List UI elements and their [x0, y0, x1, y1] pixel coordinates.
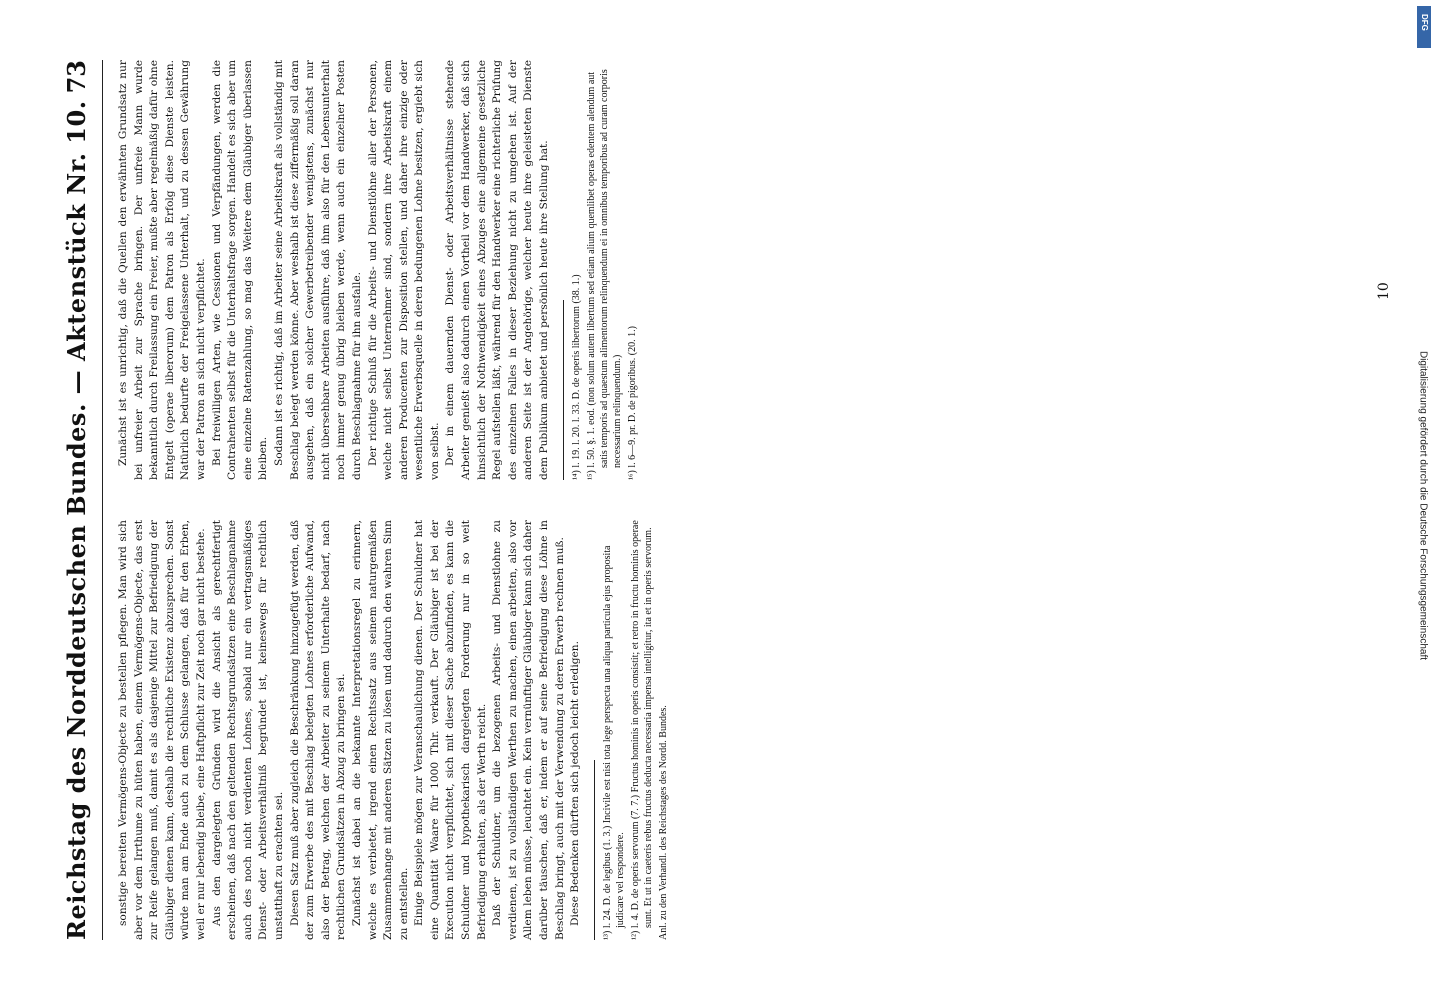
- rotated-document-page: [16, 0, 1416, 1000]
- paragraph: Zunächst ist dabei an die bekannte Interpretationsregel zu erinnern, welche es verbietet, irgend einen Rechtssatz aus seinem naturgemäßen Zusammenhange mit anderen Sätzen zu lösen und dadurch den wahren Sinn zu entstellen.: [350, 520, 410, 940]
- page-number: 73: [62, 60, 91, 94]
- left-text-column: [116, 520, 672, 940]
- digitization-credit-text: Digitalisierung gefördert durch die Deutsche Forschungsgemeinschaft: [1417, 350, 1429, 661]
- footnote: ¹⁶) l. 6—9. pr. D. de pigoribus. (20. 1.): [626, 326, 638, 480]
- dfg-logo-text: DFG: [1420, 14, 1429, 31]
- paragraph: Einige Beispiele mögen zur Veranschaulichung dienen. Der Schuldner hat eine Quantität Waare für 1000 Thlr. verkauft. Der Gläubiger ist bei der Execution nicht verpflichtet, sich mit dieser Sache abzufinden, es kann die Schuldner und hypothekarisch dargelegten Forderung nur in so weit Befriedigung erhalten, als der Werth reicht.: [413, 520, 488, 940]
- paragraph: Zunächst ist es unrichtig, daß die Quellen den erwähnten Grundsatz nur bei unfreier Arbeit zur Sprache bringen. Der unfreie Mann wurde bekanntlich durch Freilassung ein Freier, mußte aber regelmäßig dafür ohne Entgelt (operae liberorum) dem Patron als Erfolg diese Dienste leisten. Natürlich bedurfte der Freigelassene Unterhalt, und zu dessen Gewährung war der Patron an sich nicht verpflichtet.: [117, 60, 207, 480]
- paragraph: Diese Bedenken dürften sich jedoch leicht erledigen.: [569, 641, 582, 926]
- footnote: ¹³) l. 24. D. de legibus (1. 3.) Incivile est nisi tota lege perspecta una aliqua particula ejus proposita judicare vel respondere.: [601, 545, 626, 940]
- paragraph: Der richtige Schluß für die Arbeits- und Dienstlöhne aller der Personen, welche nicht selbst Unternehmer sind, sondern ihre Arbeitskraft einem anderen Producenten zur Disposition stellen, und daher ihre einzige oder wesentliche Erwerbsquelle in deren bedungenen Lohne besitzen, ergiebt sich von selbst.: [366, 60, 441, 480]
- paragraph: Der in einem dauernden Dienst- oder Arbeitsverhältnisse stehende Arbeiter genießt also dadurch einen Vortheil vor dem Handwerker, daß sich hinsichtlich der Nothwendigkeit eines Abzuges eine allgemeine gesetzliche Regel aufstellen läßt, während für den Handwerker eine richterliche Prüfung des einzelnen Falles in dieser Beziehung nicht zu umgehen ist. Auf der anderen Seite ist der Angehörige, welcher heute ihre geleisteten Dienste dem Publikum anbietet und persönlich heute ihre Stellung hat.: [444, 60, 551, 480]
- paragraph: sonstige bereiten Vermögens-Objecte zu bestellen pflegen. Man wird sich aber vor dem Irrthume zu hüten haben, einem Vermögens-Objecte, das erst zur Reife gelangen muß, damit es als dasjenige Mittel zur Befriedigung der Gläubiger dienen kann, deshalb die rechtliche Existenz abzusprechen. Sonst würde man am Ende auch zu dem Schlusse gelangen, daß für den Erben, weil er nur lebendig bleibe, eine Haftpflicht zur Zeit noch gar nicht bestehe.: [117, 520, 207, 940]
- page-header: [56, 60, 103, 940]
- running-head-title: Reichstag des Norddeutschen Bundes. — Aktenstück Nr. 10.: [62, 100, 91, 940]
- paragraph: Aus den dargelegten Gründen wird die Ansicht als gerechtfertigt erscheinen, daß nach den geltenden Rechtsgrundsätzen eine Beschlagnahme auch des noch nicht verdienten Lohnes, sobald nur ein vertragsmäßiges Dienst- oder Arbeitsverhältniß begründet ist, keineswegs für rechtlich unstatthaft zu erachten sei.: [210, 520, 285, 940]
- footnote-publication-line: Anl. zu den Verhandl. des Reichstages des Nordd. Bundes.: [657, 705, 669, 940]
- footnote: ¹⁴) l. 19. l. 20. l. 33. D. de operis libertorum (38. 1.): [570, 274, 582, 480]
- footnote: ¹²) l. 4. D. de operis servorum (7. 7.) Fructus hominis in operis consistit; et retro in fructu hominis operae sunt. Et ut in caeteris rebus fructus deducta necessaria impensa intelligitur, ita et in operis servorum.: [629, 520, 654, 940]
- footnote-divider: [563, 300, 564, 480]
- right-column-body: [116, 60, 553, 480]
- left-footnotes: [601, 520, 670, 940]
- left-column-body: [116, 520, 584, 940]
- paragraph: Daß der Schuldner, um die bezogenen Arbeits- und Dienstlohne zu verdienen, ist zu vollständigen Werthen zu machen, einen arbeiten, also vor Allem leben müsse, leuchtet ein. Kein vernünftiger Gläubiger kann sich daher darüber täuschen, daß er, indem er auf seine Befriedigung diese Löhne in Beschlag bringt, auch mit der Verwendung zu deren Erwerb rechnen muß.: [491, 520, 566, 940]
- right-text-column: [116, 60, 641, 480]
- paragraph: Sodann ist es richtig, daß im Arbeiter seine Arbeitskraft als vollständig mit Beschlag belegt werden könne. Aber weshalb ist diese ziffermäßig soll daran ausgehen, daß ein solcher Gewerbetreibender wenigstens, zunächst nur nicht übersehbare Arbeiten ausführe, daß ihm also für den Lebensunterhalt noch immer genug übrig bleiben werde, wenn auch ein einzelner Posten durch Beschlagnahme für ihn ausfalle.: [272, 60, 363, 480]
- footnote: ¹⁵) l. 50. §. 1. eod. (non solum autem libertum sed etiam alium quemlibet operas edentem alendum aut satis temporis ad quaestum alimentorum relinquendum ei in omnibus temporibus ad curam corporis necessarium relinquendum.): [585, 69, 623, 480]
- paragraph: Bei freiwilligen Arten, wie Cessionen und Verpfändungen, werden die Contrahenten selbst für die Unterhaltsfrage sorgen. Handelt es sich aber um eine einzelne Ratenzahlung, so mag das Weitere dem Gläubiger überlassen bleiben.: [210, 60, 270, 480]
- paragraph: Diesen Satz muß aber zugleich die Beschränkung hinzugefügt werden, daß der zum Erwerbe des mit Beschlag belegten Lohnes erforderliche Aufwand, also der Betrag, welchen der Arbeiter zu seinem Unterhalte bedarf, nach rechtlichen Grundsätzen in Abzug zu bringen sei.: [288, 520, 348, 940]
- right-footnotes: [570, 60, 639, 480]
- sheet-number: 10: [1376, 282, 1392, 300]
- digitization-credit: [1416, 20, 1430, 980]
- footnote-divider: [594, 760, 595, 940]
